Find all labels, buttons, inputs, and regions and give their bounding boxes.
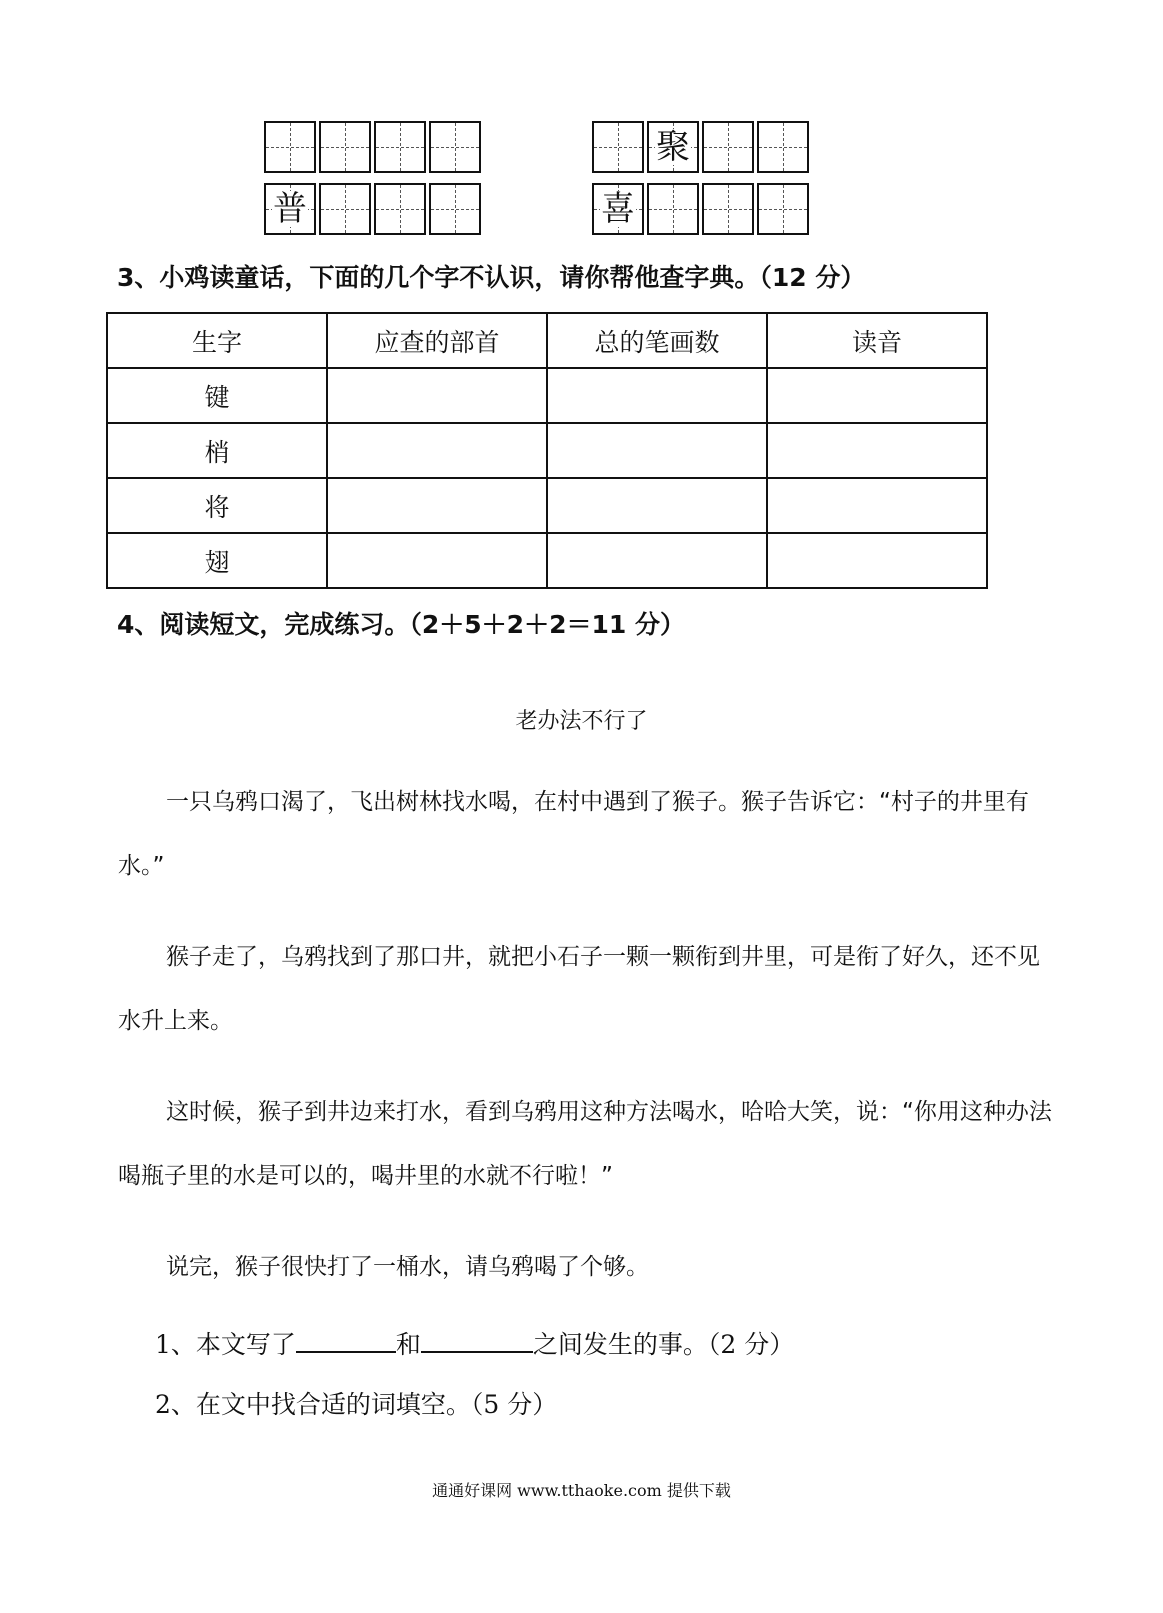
question-1-text-c: 之间发生的事。（2 分） [532, 1330, 795, 1359]
answer-blank[interactable] [421, 1329, 533, 1353]
table-cell-answer[interactable] [767, 423, 987, 478]
grid-cell: 聚 [647, 121, 699, 173]
table-row [107, 423, 987, 478]
table-cell-answer[interactable] [547, 533, 767, 588]
grid-right-bottom [592, 183, 809, 235]
table-cell-answer[interactable] [327, 533, 547, 588]
grid-cell: 喜 [592, 183, 644, 235]
table-cell-answer[interactable] [767, 478, 987, 533]
grid-cell [374, 183, 426, 235]
grid-cell [757, 121, 809, 173]
column-header: 总的笔画数 [547, 313, 767, 368]
table-cell-answer[interactable] [767, 533, 987, 588]
grid-cell [592, 121, 644, 173]
footer-credit: 通通好课网 www.tthaoke.com 提供下载 [432, 1481, 731, 1500]
grid-cell [647, 183, 699, 235]
table-cell-char: 梢 [107, 423, 327, 478]
table-cell-answer[interactable] [327, 423, 547, 478]
story-paragraph: 这时候，猴子到井边来打水，看到乌鸦用这种方法喝水，哈哈大笑，说：“你用这种办法喝瓶子里的水是可以的，喝井里的水就不行啦！” [118, 1099, 1052, 1189]
column-header: 读音 [767, 313, 987, 368]
grid-cell [702, 183, 754, 235]
question-1 [155, 1325, 794, 1361]
story-paragraph: 说完，猴子很快打了一桶水，请乌鸦喝了个够。 [166, 1254, 649, 1280]
table-cell-answer[interactable] [547, 478, 767, 533]
question-1-text-b: 和 [395, 1330, 421, 1359]
grid-cell [429, 183, 481, 235]
table-cell-answer[interactable] [327, 368, 547, 423]
table-row [107, 478, 987, 533]
grid-cell [702, 121, 754, 173]
grid-cell [319, 183, 371, 235]
grid-cell [264, 121, 316, 173]
story-title: 老办法不行了 [515, 709, 648, 734]
grid-cell [429, 121, 481, 173]
grid-left-top [264, 121, 481, 173]
question-1-text-a: 1、本文写了 [155, 1330, 296, 1359]
section3-heading: 3、小鸡读童话，下面的几个字不认识，请你帮他查字典。（12 分） [117, 263, 866, 292]
table-cell-answer[interactable] [547, 423, 767, 478]
grid-right-top [592, 121, 809, 173]
grid-cell [757, 183, 809, 235]
question-2: 2、在文中找合适的词填空。（5 分） [155, 1390, 558, 1419]
table-cell-answer[interactable] [327, 478, 547, 533]
table-cell-char: 键 [107, 368, 327, 423]
story-paragraph: 一只乌鸦口渴了，飞出树林找水喝，在村中遇到了猴子。猴子告诉它：“村子的井里有水。” [118, 789, 1029, 879]
dictionary-table [106, 312, 988, 589]
table-header-row [107, 313, 987, 368]
table-cell-answer[interactable] [547, 368, 767, 423]
column-header: 应查的部首 [327, 313, 547, 368]
grid-cell: 普 [264, 183, 316, 235]
table-row [107, 533, 987, 588]
section4-heading: 4、阅读短文，完成练习。（2＋5＋2＋2＝11 分） [117, 610, 685, 639]
table-cell-char: 翅 [107, 533, 327, 588]
grid-left-bottom [264, 183, 481, 235]
grid-cell [374, 121, 426, 173]
answer-blank[interactable] [296, 1329, 396, 1353]
table-row [107, 368, 987, 423]
column-header: 生字 [107, 313, 327, 368]
table-cell-char: 将 [107, 478, 327, 533]
story-paragraph: 猴子走了，乌鸦找到了那口井，就把小石子一颗一颗衔到井里，可是衔了好久，还不见水升上来。 [118, 944, 1040, 1034]
grid-cell [319, 121, 371, 173]
table-cell-answer[interactable] [767, 368, 987, 423]
